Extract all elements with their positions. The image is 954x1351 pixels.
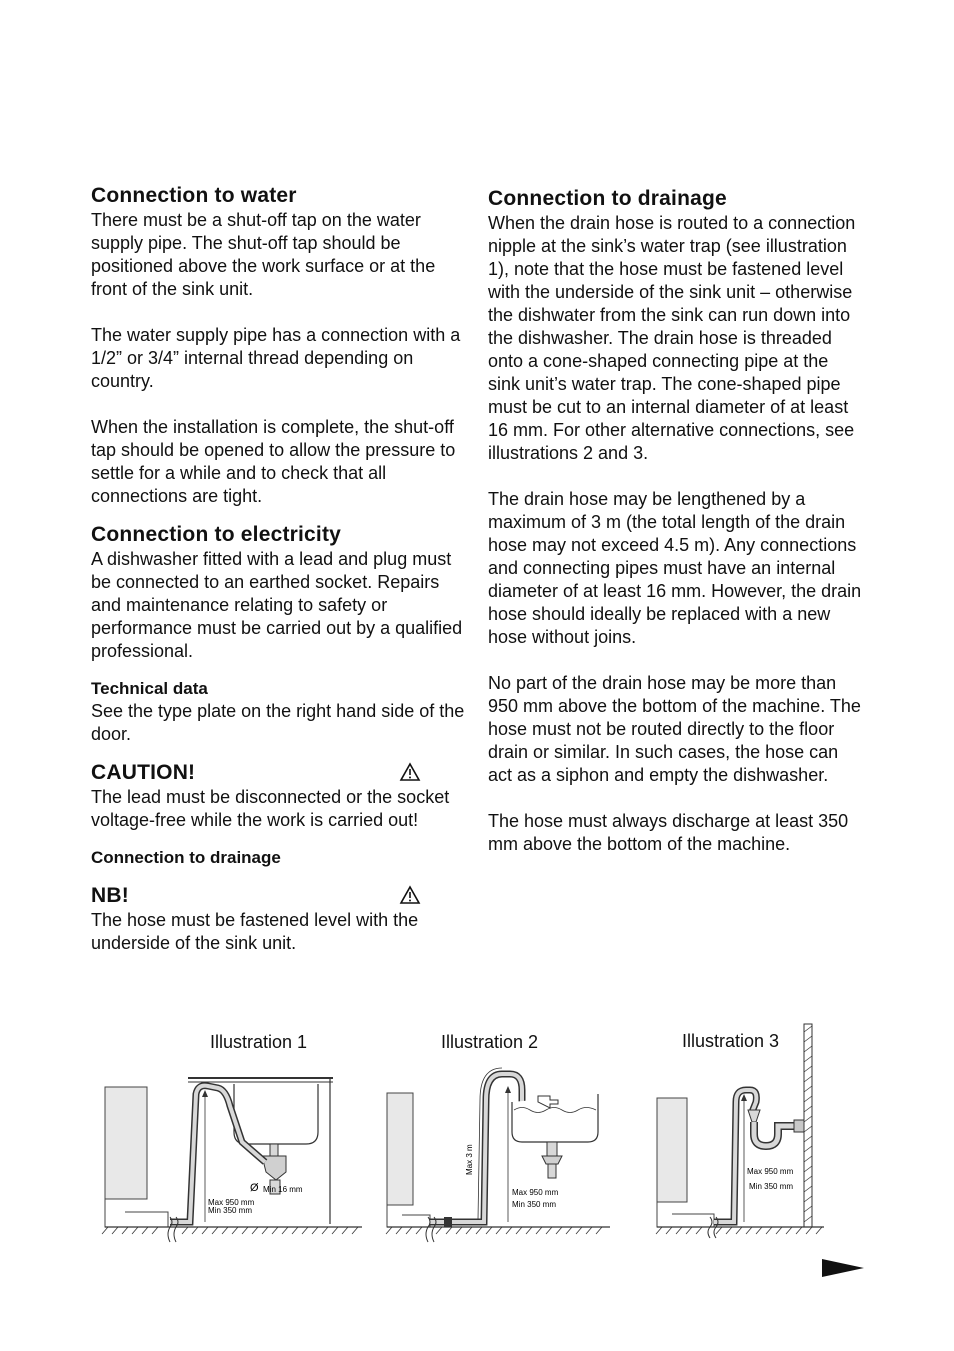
caution-text: The lead must be disconnected or the socket voltage-free while the work is carried out! xyxy=(91,787,450,830)
illustration-1 xyxy=(100,1072,365,1247)
left-column xyxy=(91,183,466,955)
caution-heading-row xyxy=(91,760,466,786)
warning-triangle-icon xyxy=(399,885,421,905)
drainage-paragraph-4: The hose must always discharge at least 350 mm above the bottom of the machine. xyxy=(488,811,849,854)
illustration-3-min: Min 350 mm xyxy=(749,1182,794,1191)
water-paragraph-1: There must be a shut-off tap on the water supply pipe. The shut-off tap should be positioned above the work surface or at the front of the sink unit. xyxy=(91,210,436,299)
technical-data-text: See the type plate on the right hand side of the door. xyxy=(91,701,465,744)
illustration-2-label: Illustration 2 xyxy=(441,1032,539,1052)
drainage-paragraph-2: The drain hose may be lengthened by a maximum of 3 m (the total length of the drain hose may not exceed 4.5 m). Any connections and connecting pipes must have an internal diameter of at least 16 mm. However, the drain hose should ideally be replaced with a new hose without joins. xyxy=(488,489,862,647)
illustration-2-extension: Max 3 m xyxy=(465,1144,474,1175)
caution-heading: CAUTION! xyxy=(91,761,196,784)
nb-heading: NB! xyxy=(91,884,129,907)
illustration-2-max: Max 950 mm xyxy=(512,1188,559,1197)
technical-data-heading: Technical data xyxy=(91,679,208,698)
illustration-3 xyxy=(652,1022,832,1240)
drainage-paragraph-3: No part of the drain hose may be more than 950 mm above the bottom of the machine. The hose must not be routed directly to the floor drain or similar. In such cases, the hose can act as a siphon and empty the dishwasher. xyxy=(488,673,861,785)
right-column xyxy=(488,186,863,856)
drainage-heading: Connection to drainage xyxy=(488,187,727,210)
nb-heading-row xyxy=(91,883,466,909)
illustration-3-label: Illustration 3 xyxy=(682,1031,780,1051)
illustration-1-diameter: Min 16 mm xyxy=(263,1185,303,1194)
drainage-subheading: Connection to drainage xyxy=(91,848,281,867)
illustration-3-max: Max 950 mm xyxy=(747,1167,794,1176)
warning-triangle-icon xyxy=(399,762,421,782)
nb-text: The hose must be fastened level with the underside of the sink unit. xyxy=(91,910,419,953)
electricity-paragraph: A dishwasher fitted with a lead and plug must be connected to an earthed socket. Repairs and maintenance relating to safety or performance must be carried out by a qualified professional. xyxy=(91,549,463,661)
illustration-2-min: Min 350 mm xyxy=(512,1200,557,1209)
water-paragraph-2: The water supply pipe has a connection with a 1/2” or 3/4” internal thread depending on country. xyxy=(91,325,461,391)
electricity-heading: Connection to electricity xyxy=(91,523,342,546)
illustration-1-min: Min 350 mm xyxy=(208,1206,253,1215)
water-paragraph-3: When the installation is complete, the shut-off tap should be opened to allow the pressure to settle for a while and to check that all connections are tight. xyxy=(91,417,456,506)
illustration-2 xyxy=(382,1060,614,1245)
illustration-1-label: Illustration 1 xyxy=(210,1032,308,1052)
illustration-1-max: Max 950 mm xyxy=(208,1198,255,1207)
diameter-symbol: Ø xyxy=(250,1182,259,1194)
next-page-arrow-icon xyxy=(822,1259,864,1277)
water-heading: Connection to water xyxy=(91,184,297,207)
drainage-paragraph-1: When the drain hose is routed to a connection nipple at the sink’s water trap (see illustration 1), note that the hose must be fastened level with the underside of the sink unit – otherwise the dishwater from the sink can run down into the dishwasher. The drain hose is threaded onto a cone-shaped connecting pipe at the sink unit’s water trap. The cone-shaped pipe must be cut to an internal diameter of at least 16 mm. For other alternative connections, see illustrations 2 and 3. xyxy=(488,213,856,463)
